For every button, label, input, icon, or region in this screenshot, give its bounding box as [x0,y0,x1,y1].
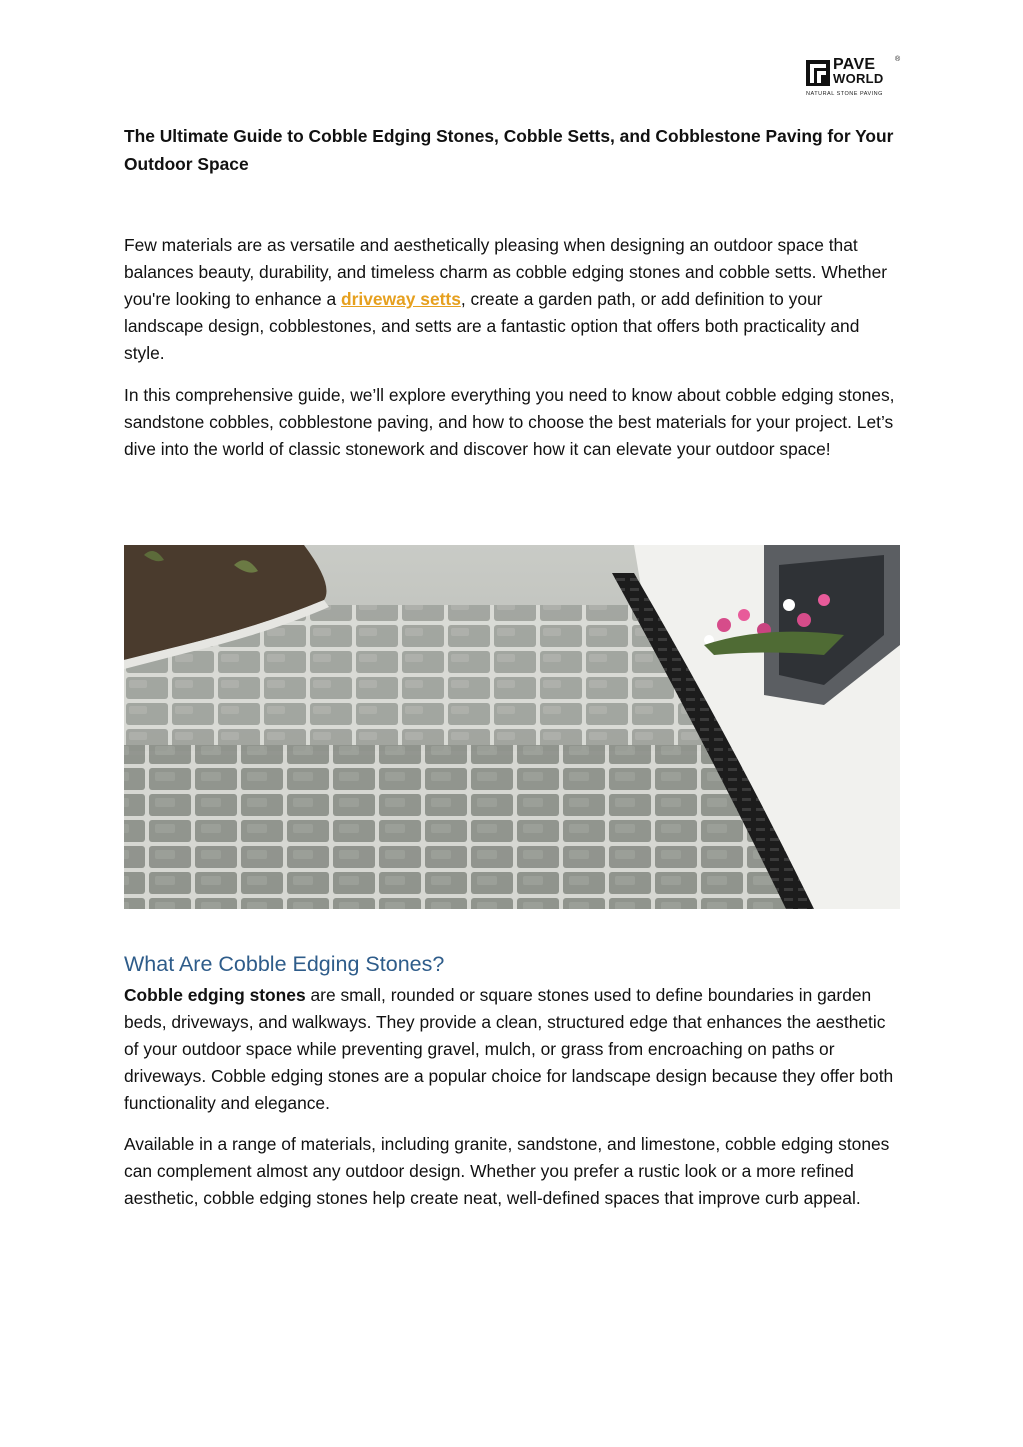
logo-wordmark [833,57,884,85]
intro-text-before: Few materials are as versatile and aesthetically pleasing when designing an outdoor space that balances beauty, durability, and timeless charm as cobble edging stones and cobble setts. Whether you're looking to enhance a [124,235,888,309]
cobblestone-driveway-photo [124,545,900,909]
section-term: Cobble edging stones [124,985,306,1005]
guide-paragraph: In this comprehensive guide, we’ll explore everything you need to know about cobble edging stones, sandstone cobbles, cobblestone paving, and how to choose the best materials for your project. Let’s dive into the world of classic stonework and discover how it can elevate your outdoor space! [124,385,895,459]
section-paragraph-2: Available in a range of materials, including granite, sandstone, and limestone, cobble edging stones can complement almost any outdoor design. Whether you prefer a rustic look or a more refined aesthetic, cobble edging stones help create neat, well-defined spaces that improve curb appeal. [124,1134,890,1208]
intro-paragraph [124,232,904,367]
registered-mark: ® [895,56,901,63]
pave-world-logo-icon [806,60,830,86]
document-title: The Ultimate Guide to Cobble Edging Stones, Cobble Setts, and Cobblestone Paving for Your Outdoor Space [124,126,894,174]
intro-text-after: , create a garden path, or add definition to your landscape design, cobblestones, and setts are a fantastic option that offers both practicality and style. [124,289,860,363]
logo-line2: WORLD [833,71,884,86]
logo-line1: PAVE [833,56,876,73]
section-heading: What Are Cobble Edging Stones? [124,952,445,976]
driveway-setts-link[interactable]: driveway setts [341,289,461,309]
section-text-1: are small, rounded or square stones used to define boundaries in garden beds, driveways, and walkways. They provide a clean, structured edge that enhances the aesthetic of your outdoor space while preventing gravel, mulch, or grass from encroaching on paths or driveways. Cobble edging stones are a popular choice for landscape design because they offer both functionality and elegance. [124,985,894,1113]
section-paragraph-1 [124,982,904,1117]
photo-illustration [124,545,900,909]
logo-tagline: NATURAL STONE PAVING [806,91,883,97]
pave-world-logo [806,57,902,101]
